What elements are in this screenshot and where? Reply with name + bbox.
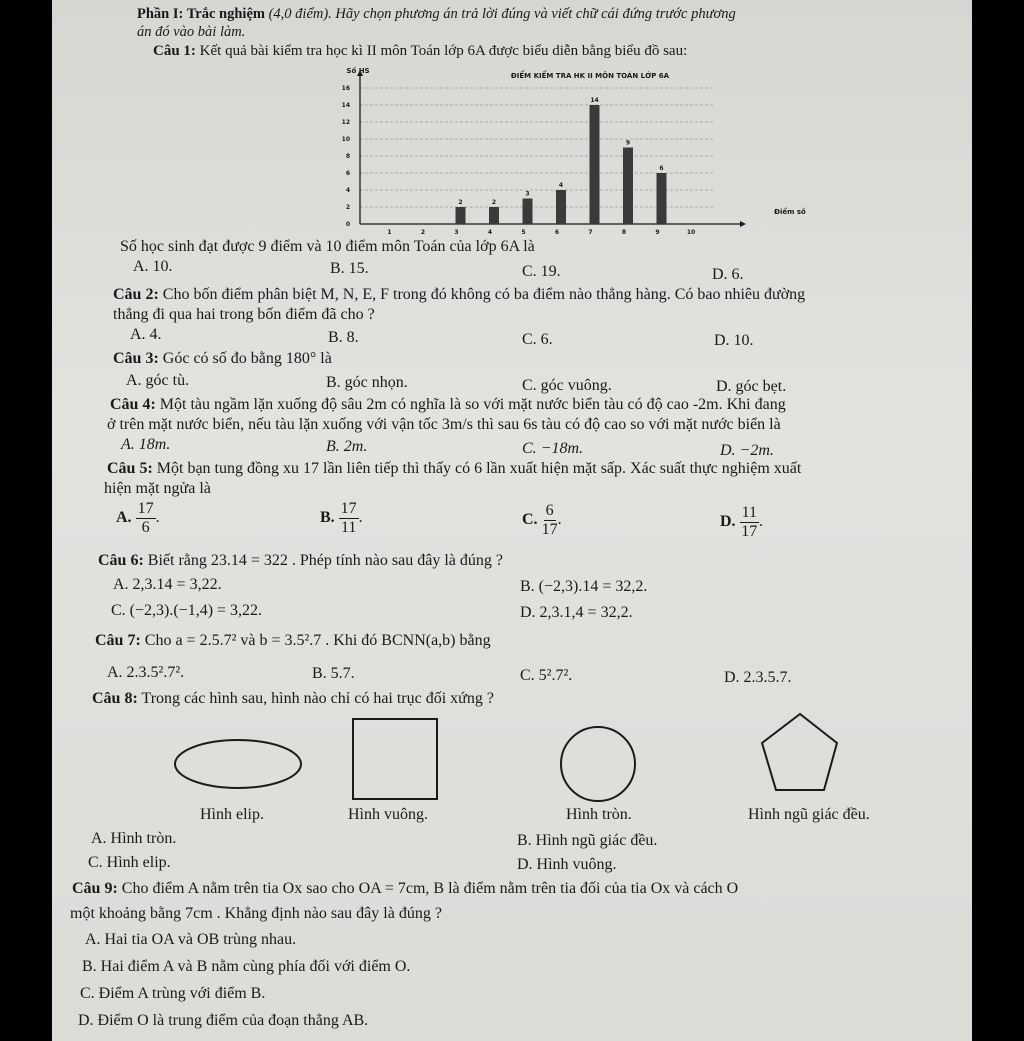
x-tick-label: 2	[420, 229, 426, 236]
x-tick-label: 10	[686, 229, 696, 236]
shape-label-square: Hình vuông.	[348, 806, 428, 823]
q8-option-a[interactable]: A. Hình tròn.	[91, 830, 177, 847]
pentagon-shape	[762, 714, 837, 790]
bar-data-label: 3	[525, 190, 530, 198]
q5-option-c[interactable]: C. $\frac{6}{17}$ .	[522, 502, 562, 538]
bar-chart	[300, 64, 806, 244]
shapes-figure	[170, 712, 910, 807]
bar-data-label: 4	[558, 182, 564, 189]
q4-stem: Câu 4: Một tàu ngầm lặn xuống độ sâu 2m có nghĩa là so với mặt nước biển tàu có độ cao -2m. Khi đang	[110, 396, 786, 413]
q2-option-c[interactable]: C. 6.	[522, 331, 553, 348]
q4-option-b[interactable]: B. 2m.	[326, 438, 368, 455]
q9-option-a[interactable]: A. Hai tia OA và OB trùng nhau.	[85, 931, 297, 948]
x-tick-label: 6	[554, 229, 560, 236]
q6-option-a[interactable]: A. 2,3.14 = 3,22.	[113, 576, 222, 593]
bar-data-label: 9	[625, 139, 631, 147]
x-axis-arrow	[740, 221, 746, 227]
ellipse-shape	[175, 740, 301, 788]
q2-option-a[interactable]: A. 4.	[130, 326, 162, 343]
bar	[456, 207, 466, 224]
q4-stem-line2: ở trên mặt nước biển, nếu tàu lặn xuống với vận tốc 3m/s thì sau 6s tàu có độ cao so với mặt nước biển là	[107, 416, 781, 433]
y-tick-label: 10	[341, 136, 350, 143]
x-tick-label: 3	[454, 229, 459, 236]
q4-option-a[interactable]: A. 18m.	[121, 436, 171, 453]
part-title: Phần I: Trắc nghiệm (4,0 điểm). Hãy chọn phương án trả lời đúng và viết chữ cái đứng trước phương	[137, 6, 736, 22]
q5-option-a[interactable]: A. $\frac{17}{6}$ .	[116, 500, 160, 536]
x-tick-label: 4	[487, 229, 493, 236]
q5-stem-line2: hiện mặt ngửa là	[104, 480, 211, 497]
q8-stem: Câu 8: Trong các hình sau, hình nào chỉ có hai trục đối xứng ?	[92, 690, 494, 707]
bar	[556, 190, 566, 224]
x-tick-label: 7	[588, 229, 593, 236]
q8-option-c[interactable]: C. Hình elip.	[88, 854, 171, 871]
bar-data-label: 2	[491, 199, 497, 206]
bar	[523, 199, 533, 225]
q9-stem: Câu 9: Cho điểm A nằm trên tia Ox sao cho OA = 7cm, B là điểm nằm trên tia đối của tia Ox và cách O	[72, 880, 739, 897]
q7-option-b[interactable]: B. 5.7.	[312, 665, 355, 682]
q7-option-c[interactable]: C. 5².7².	[520, 667, 573, 684]
q6-option-c[interactable]: C. (−2,3).(−1,4) = 3,22.	[111, 602, 263, 619]
bar-data-label: 2	[458, 199, 463, 206]
part-title-line2: án đó vào bài làm.	[137, 24, 246, 40]
x-tick-label: 5	[521, 229, 526, 236]
bar	[623, 148, 633, 225]
y-tick-label: 0	[345, 221, 350, 228]
q1-option-a[interactable]: A. 10.	[133, 258, 173, 275]
x-axis-title: Điểm số	[774, 208, 806, 216]
q6-option-b[interactable]: B. (−2,3).14 = 32,2.	[520, 578, 648, 595]
y-tick-label: 12	[341, 119, 350, 126]
chart-title: ĐIỂM KIỂM TRA HK II MÔN TOÁN LỚP 6A	[510, 72, 670, 80]
q3-stem: Câu 3: Góc có số đo bằng 180° là	[113, 350, 332, 367]
q6-option-d[interactable]: D. 2,3.1,4 = 32,2.	[520, 604, 633, 621]
y-tick-label: 16	[341, 85, 350, 92]
q1-option-c[interactable]: C. 19.	[522, 263, 561, 280]
q1-question: Số học sinh đạt được 9 điểm và 10 điểm môn Toán của lớp 6A là	[120, 238, 535, 255]
q2-option-b[interactable]: B. 8.	[328, 329, 359, 346]
shape-label-circle: Hình tròn.	[566, 806, 632, 823]
x-tick-label: 9	[655, 229, 660, 236]
q2-option-d[interactable]: D. 10.	[714, 332, 754, 349]
q3-option-b[interactable]: B. góc nhọn.	[326, 374, 408, 391]
x-tick-label: 1	[387, 229, 392, 236]
shape-label-ellipse: Hình elip.	[200, 806, 264, 823]
q9-stem-line2: một khoảng bằng 7cm . Khẳng định nào sau đây là đúng ?	[70, 905, 442, 922]
q5-stem: Câu 5: Một bạn tung đồng xu 17 lần liên tiếp thì thấy có 6 lần xuất hiện mặt sấp. Xác suất thực nghiệm xuất	[107, 460, 802, 477]
q3-option-d[interactable]: D. góc bẹt.	[716, 378, 787, 395]
y-tick-label: 4	[345, 187, 350, 194]
q6-stem: Câu 6: Biết rằng 23.14 = 322 . Phép tính nào sau đây là đúng ?	[98, 552, 503, 569]
q7-stem: Câu 7: Cho a = 2.5.7² và b = 3.5².7 . Khi đó BCNN(a,b) bằng	[95, 632, 491, 649]
y-axis-title: Số HS	[346, 67, 370, 75]
q7-option-a[interactable]: A. 2.3.5².7².	[107, 664, 185, 681]
q3-option-c[interactable]: C. góc vuông.	[522, 377, 612, 394]
q1-stem: Câu 1: Kết quả bài kiểm tra học kì II môn Toán lớp 6A được biểu diễn bằng biểu đồ sau:	[153, 43, 688, 59]
q3-option-a[interactable]: A. góc tù.	[126, 372, 190, 389]
bar	[590, 105, 600, 224]
q2-stem: Câu 2: Cho bốn điểm phân biệt M, N, E, F trong đó không có ba điểm nào thẳng hàng. Có bao nhiêu đường	[113, 286, 806, 303]
q1-option-d[interactable]: D. 6.	[712, 266, 744, 283]
q7-option-d[interactable]: D. 2.3.5.7.	[724, 669, 792, 686]
y-tick-label: 6	[345, 170, 350, 177]
q9-option-c[interactable]: C. Điểm A trùng với điểm B.	[80, 985, 266, 1002]
y-tick-label: 14	[341, 102, 350, 109]
shape-label-pentagon: Hình ngũ giác đều.	[748, 806, 870, 823]
q2-stem-line2: thẳng đi qua hai trong bốn điểm đã cho ?	[113, 306, 375, 323]
q4-option-d[interactable]: D. −2m.	[720, 442, 774, 459]
bar	[489, 207, 499, 224]
y-tick-label: 8	[345, 153, 350, 160]
q9-option-d[interactable]: D. Điểm O là trung điểm của đoạn thẳng AB.	[78, 1012, 369, 1029]
bar-data-label: 14	[590, 97, 599, 104]
y-tick-label: 2	[345, 204, 350, 211]
q1-option-b[interactable]: B. 15.	[330, 260, 369, 277]
x-tick-label: 8	[621, 229, 627, 236]
circle-shape	[561, 727, 635, 801]
bar-data-label: 6	[659, 165, 664, 172]
q4-option-c[interactable]: C. −18m.	[522, 440, 584, 457]
q5-option-b[interactable]: B. $\frac{17}{11}$ .	[320, 500, 363, 536]
bar	[657, 173, 667, 224]
q8-option-d[interactable]: D. Hình vuông.	[517, 856, 617, 873]
q5-option-d[interactable]: D. $\frac{11}{17}$ .	[720, 504, 763, 540]
q9-option-b[interactable]: B. Hai điểm A và B nằm cùng phía đối với điểm O.	[82, 958, 411, 975]
square-shape	[353, 719, 437, 799]
q8-option-b[interactable]: B. Hình ngũ giác đều.	[517, 832, 658, 849]
